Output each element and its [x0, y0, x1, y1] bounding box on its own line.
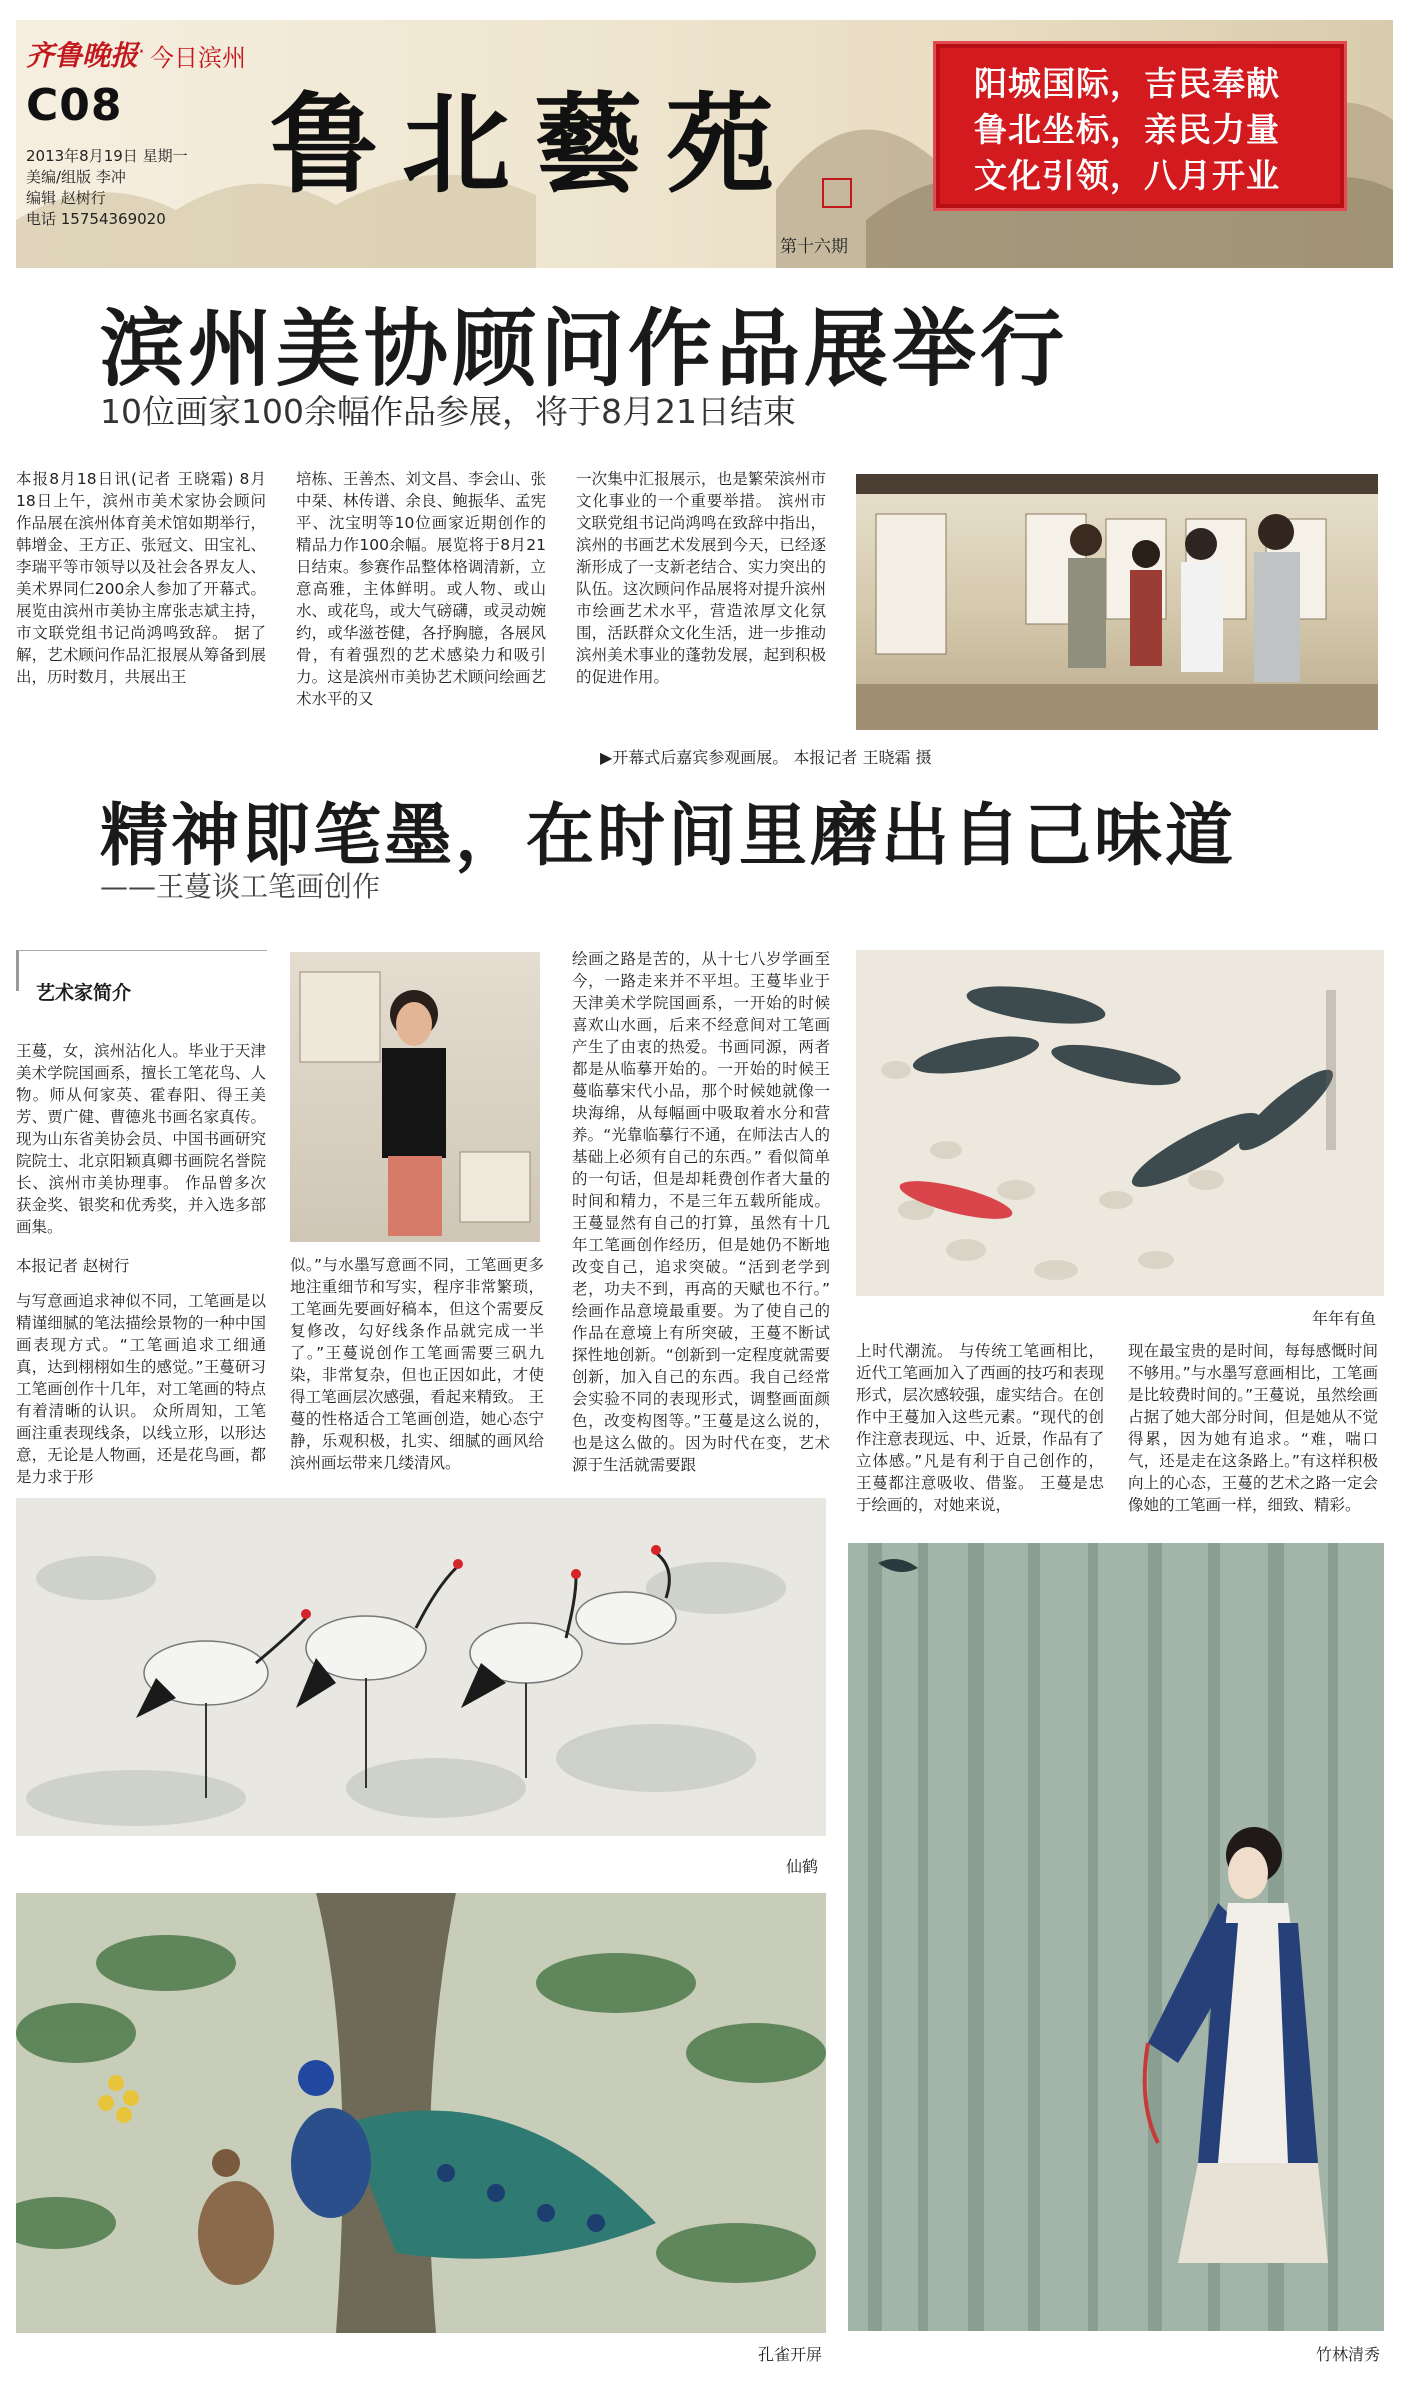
article2-column-4: 上时代潮流。 与传统工笔画相比，近代工笔画加入了西画的技巧和表现形式，层次感较强，虚实结合。在创作中王蔓加入这些元素。“现代的创作注意表现远、中、近景，作品有了立体感。”凡是有利于自己创作的，王蔓都注意吸收、借鉴。 王蔓是忠于绘画的，对她来说， [856, 1342, 1105, 1514]
article1-column-2: 培栋、王善杰、刘文昌、李会山、张中栞、林传谱、余良、鲍振华、孟宪平、沈宝明等10位画家近期创作的精品力作100余幅。展览将于8月21日结束。参赛作品整体格调清新，立意高雅，主体鲜明。或人物、或山水、或花鸟，或大气磅礴，或灵动婉约，或华滋苍健，各抒胸臆，各展风骨，有着强烈的艺术感染力和吸引力。这是滨州市美协艺术顾问绘画艺术水平的又 [296, 470, 546, 708]
newspaper-name: 齐鲁晚报 [26, 39, 139, 72]
artist-portrait-photo [290, 952, 540, 1242]
art-editor: 美编/组版 李冲 [26, 168, 126, 186]
article2-subhead: ——王蔓谈工笔画创作 [100, 870, 381, 903]
article1-column-1: 本报8月18日讯(记者 王晓霜) 8月18日上午，滨州市美术家协会顾问作品展在滨州体育美术馆如期举行，韩增金、王方正、张冠文、田宝礼、李瑞平等市领导以及社会各界友人、美术界同仁200余人参加了开幕式。展览由滨州市美协主席张志斌主持，市文联党组书记尚鸿鸣致辞。 据了解，艺术顾问作品汇报展从筹备到展出，历时数月，共展出王 [16, 470, 266, 686]
article2-byline: 本报记者 赵树行 [16, 1257, 130, 1275]
article2-column-3: 绘画之路是苦的，从十七八岁学画至今，一路走来并不平坦。王蔓毕业于天津美术学院国画系，一开始的时候喜欢山水画，后来不经意间对工笔画产生了由衷的热爱。书画同源，两者都是从临摹开始的。一开始的时候王蔓临摹宋代小品，那个时候她就像一块海绵，从每幅画中吸取着水分和营养。“光靠临摹行不通，在师法古人的基础上必须有自己的东西。” 看似简单的一句话，但是却耗费创作者大量的时间和精力，不是三年五载所能成。王蔓显然有自己的打算，虽然有十几年工笔画创作经历，但是她仍不断地改变自己，追求突破。“活到老学到老，功夫不到，再高的天赋也不行。” 绘画作品意境最重要。为了使自己的作品在意境上有所突破，王蔓不断试探性地创新。“创新到一定程度就需要创新，加入自己的东西。我自己经常会实验不同的表现形式，调整画面颜色，改变构图等。”王蔓是这么说的，也是这么做的。因为时代在变，艺术源于生活就需要跟 [572, 950, 830, 1474]
column-title: 鲁北藝苑 [270, 82, 799, 208]
artist-bio: 王蔓，女，滨州沾化人。毕业于天津美术学院国画系，擅长工笔花鸟、人物。师从何家英、霍春阳、得王美芳、贾广健、曹德兆书画名家真传。现为山东省美协会员、中国书画研究院院士、北京阳颖真卿书画院名誉院长、滨州市美协理事。 作品曾多次获金奖、银奖和优秀奖，并入选多部画集。 [16, 1042, 266, 1236]
section-name: 今日滨州 [150, 44, 246, 72]
page-number: C08 [26, 80, 123, 131]
peacock-painting-caption: 孔雀开屏 [758, 2345, 823, 2364]
fish-painting-caption: 年年有鱼 [1312, 1309, 1377, 1328]
article1-column-3: 一次集中汇报展示，也是繁荣滨州市文化事业的一个重要举措。 滨州市文联党组书记尚鸿鸣在致辞中指出，滨州的书画艺术发展到今天，已经逐渐形成了一支新老结合、实力突出的队伍。这次顾问作品展将对提升滨州市绘画艺术水平，营造浓厚文化氛围，活跃群众文化生活，进一步推动滨州美术事业的蓬勃发展，起到积极的促进作用。 [576, 470, 826, 686]
red-seal-icon [822, 178, 852, 208]
exhibition-photo-caption: ▶开幕式后嘉宾参观画展。 本报记者 王晓霜 摄 [600, 748, 932, 767]
editor: 编辑 赵树行 [26, 189, 106, 207]
article2-headline: 精神即笔墨，在时间里磨出自己味道 [100, 797, 1237, 876]
article2-column-1: 与写意画追求神似不同，工笔画是以精谨细腻的笔法描绘景物的一种中国画表现方式。“工笔画追求工细通真，达到栩栩如生的感觉。”王蔓研习工笔画创作十几年，对工笔画的特点有着清晰的认识。 众所周知，工笔画注重表现线条，以线立形，以形达意，无论是人物画，还是花鸟画，都是力求于形 [16, 1292, 266, 1486]
article2-column-5: 现在最宝贵的是时间，每每感慨时间不够用。”与水墨写意画相比，工笔画是比较费时间的。”王蔓说，虽然绘画占据了她大部分时间，但是她从不觉得累，因为她有追求。“难，喘口气，还是走在这条路上。”有这样积极向上的心态，王蔓的艺术之路一定会像她的工笔画一样，细致、精彩。 [1128, 1342, 1378, 1514]
article1-headline: 滨州美协顾问作品展举行 [100, 300, 1069, 398]
peacock-painting [16, 1893, 826, 2333]
bamboo-lady-painting-caption: 竹林清秀 [1316, 2345, 1381, 2364]
phone: 电话 15754369020 [26, 210, 166, 228]
article1-subhead: 10位画家100余幅作品参展，将于8月21日结束 [100, 392, 796, 431]
issue-number: 第十六期 [780, 237, 848, 257]
fish-painting [856, 950, 1384, 1296]
advertisement-box [936, 44, 1344, 208]
ad-line-3: 文化引领，八月开业 [974, 156, 1280, 195]
bio-title: 艺术家简介 [36, 982, 132, 1004]
article2-column-2: 似。”与水墨写意画不同，工笔画更多地注重细节和写实，程序非常繁琐，工笔画先要画好稿本，但这个需要反复修改，勾好线条作品就完成一半了。”王蔓说创作工笔画需要三矾九染，非常复杂，但也正因如此，才使得工笔画层次感强，看起来精致。 王蔓的性格适合工笔画创造，她心态宁静，乐观积极，扎实、细腻的画风给滨州画坛带来几缕清风。 [290, 1256, 544, 1472]
cranes-painting [16, 1498, 826, 1836]
separator-dot: · [138, 40, 145, 65]
ad-line-1: 阳城国际，吉民奉献 [974, 64, 1280, 103]
ad-line-2: 鲁北坐标，亲民力量 [974, 110, 1280, 149]
bamboo-lady-painting [848, 1543, 1384, 2331]
exhibition-photo [856, 474, 1378, 730]
issue-date: 2013年8月19日 星期一 [26, 147, 188, 165]
cranes-painting-caption: 仙鹤 [786, 1857, 819, 1876]
